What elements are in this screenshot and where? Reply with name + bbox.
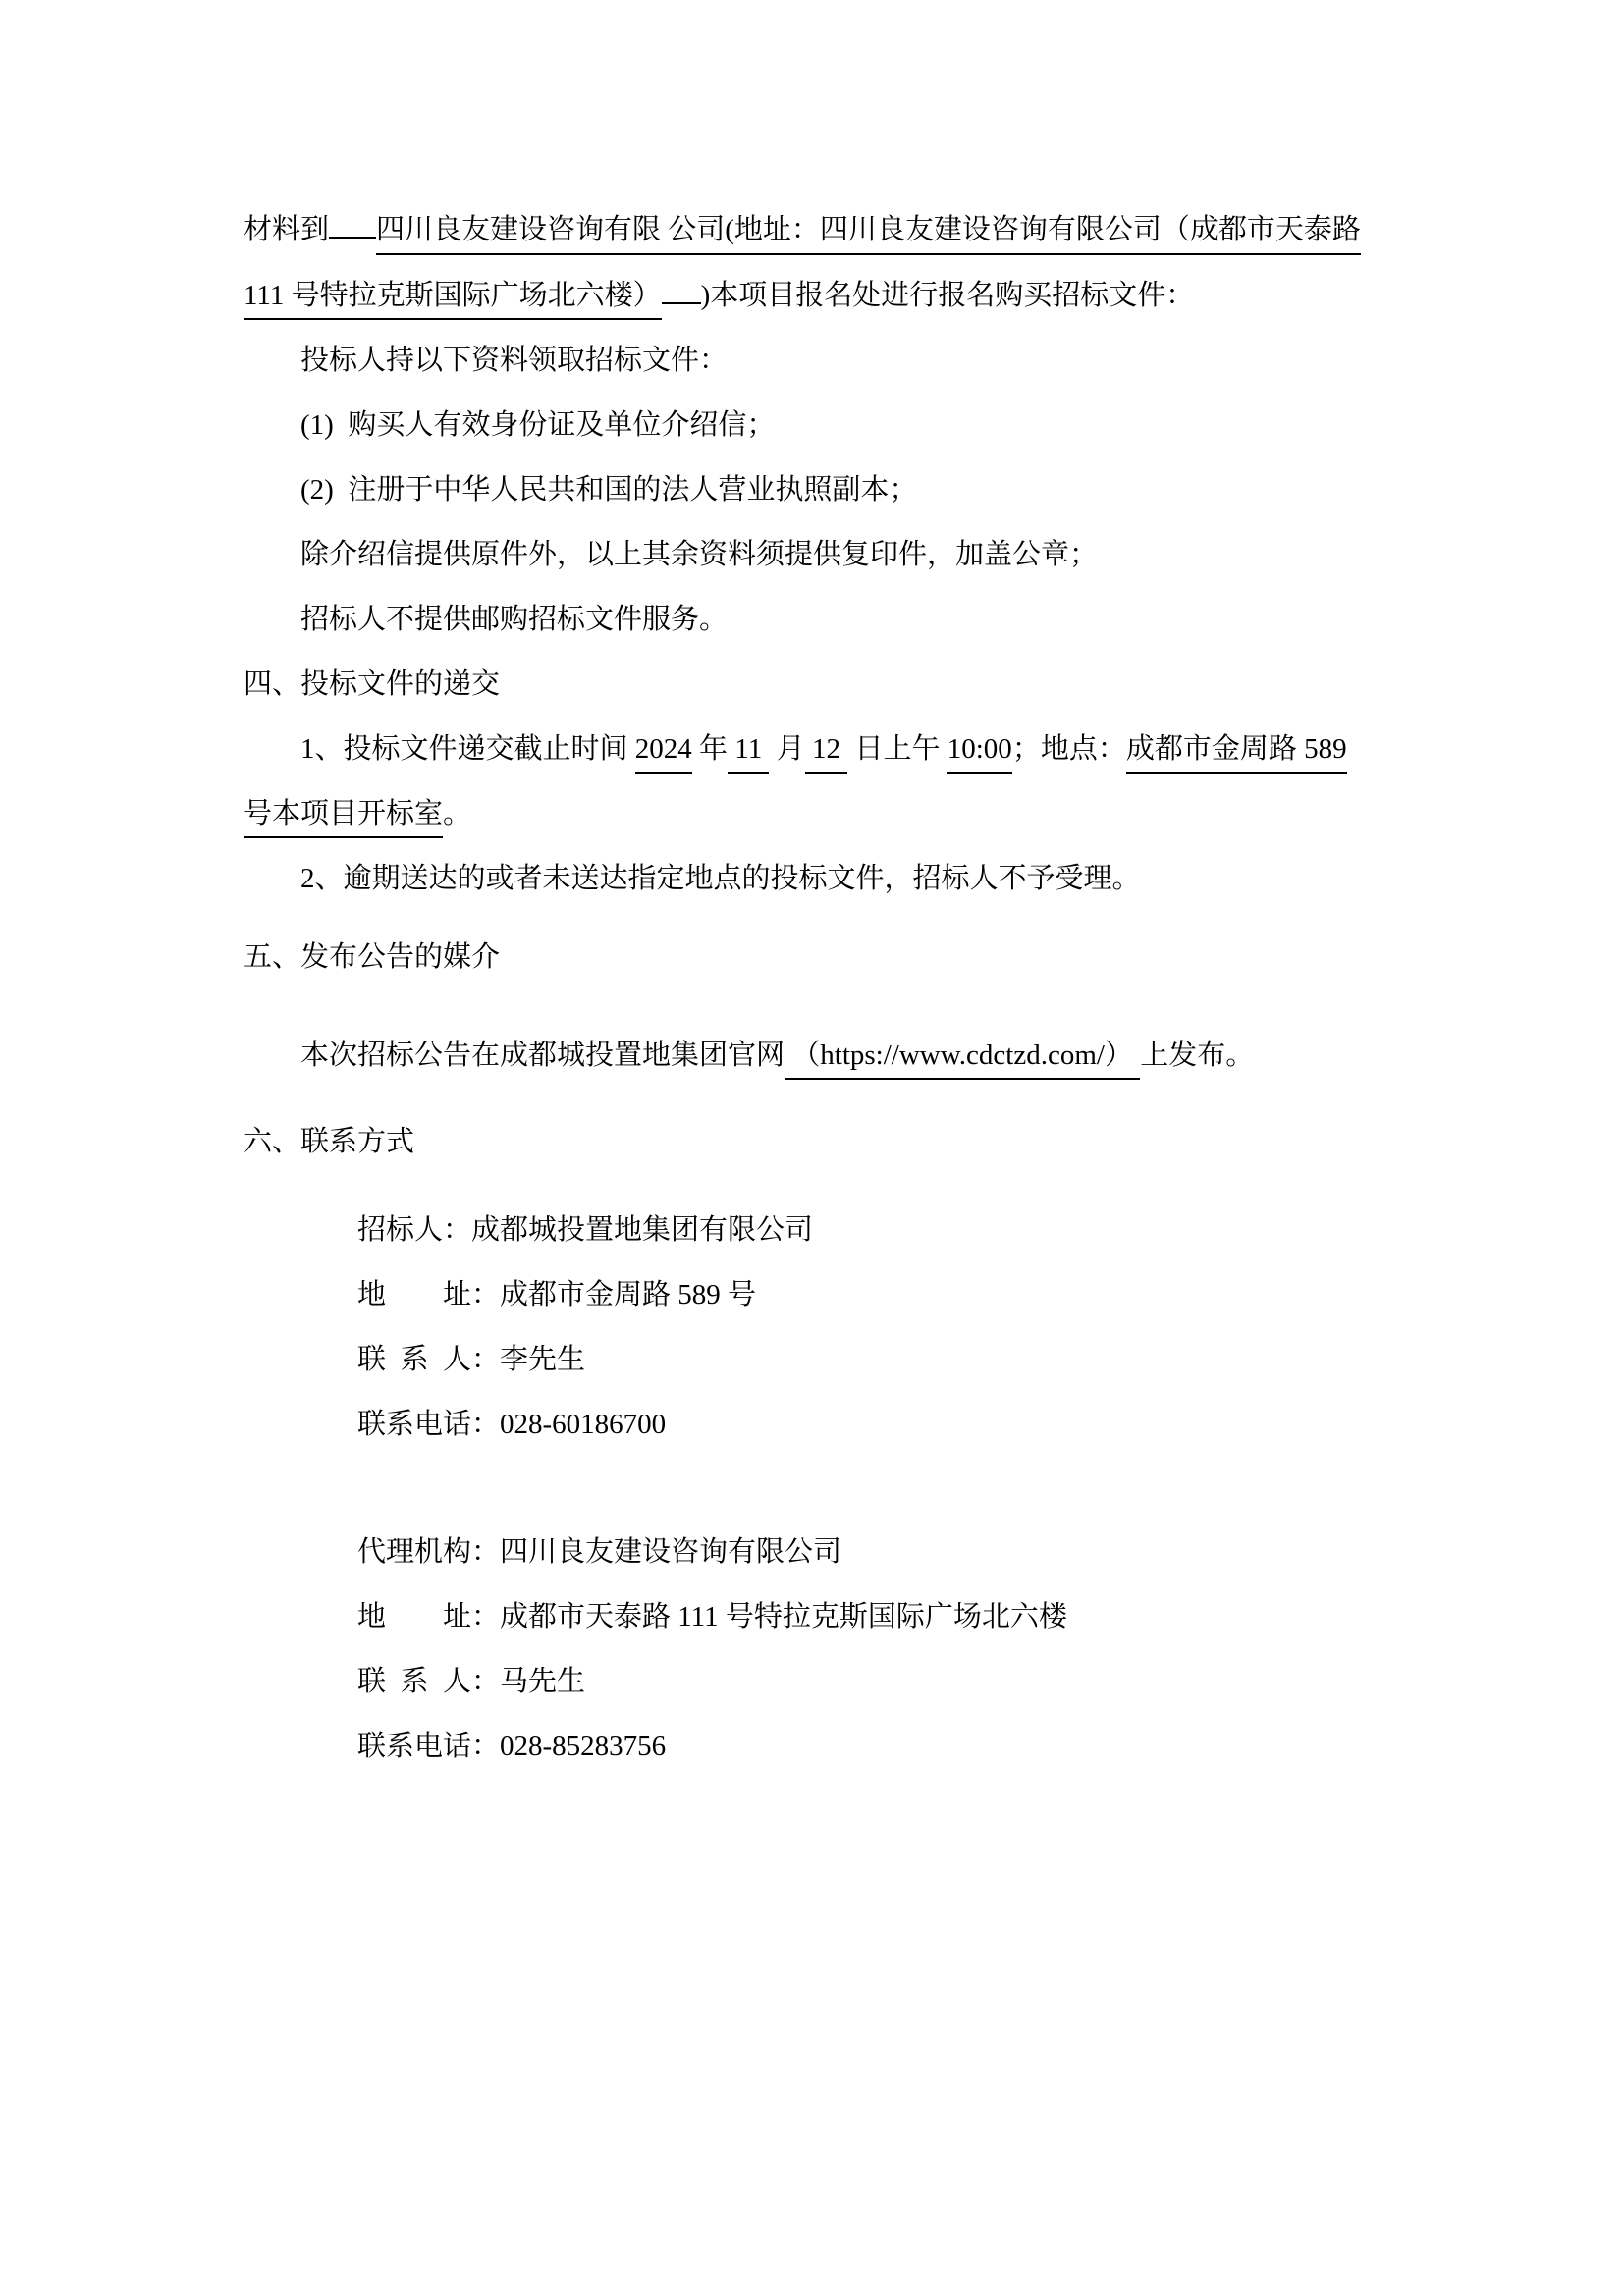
- text-run: 月: [769, 732, 805, 765]
- text-run: 招标人不提供邮购招标文件服务。: [300, 603, 729, 635]
- item-1-id-card: [244, 393, 1428, 457]
- tenderer-contact: [244, 1327, 1428, 1392]
- text-run: 联系电话：028-60186700: [357, 1408, 667, 1440]
- text-run: 代理机构：四川良友建设咨询有限公司: [357, 1535, 842, 1568]
- submission-deadline-line-2: [244, 781, 1428, 846]
- text-run: 材料到: [244, 213, 330, 245]
- text-run: 2、逾期送达的或者未送达指定地点的投标文件，招标人不予受理。: [300, 862, 1141, 894]
- tenderer-name: [244, 1198, 1428, 1262]
- text-run: 年: [691, 732, 729, 765]
- text-run: 地 址：成都市金周路 589 号: [357, 1278, 757, 1310]
- text-run: 联系电话：028-85283756: [357, 1730, 667, 1762]
- underlined-text-run: 10:00: [947, 732, 1012, 774]
- text-run: 1、投标文件递交截止时间: [300, 732, 635, 765]
- tenderer-phone: [244, 1392, 1428, 1457]
- tenderer-address: [244, 1262, 1428, 1327]
- text-run: 除介绍信提供原件外，以上其余资料须提供复印件，加盖公章；: [300, 538, 1099, 570]
- materials-to-line-2: [244, 262, 1428, 328]
- underline-blank-segment: [662, 262, 701, 304]
- note-no-mail-order: [244, 587, 1428, 652]
- heading-section-6: [244, 1109, 1428, 1174]
- underlined-text-run: 成都市金周路 589: [1126, 732, 1347, 774]
- heading-section-5: [244, 925, 1428, 989]
- materials-to-line-1: [244, 196, 1428, 262]
- heading-section-4: [244, 652, 1428, 717]
- text-run: 五、发布公告的媒介: [244, 940, 501, 973]
- text-run: 联 系 人：李先生: [357, 1343, 586, 1375]
- underlined-text-run: 2024: [635, 732, 692, 774]
- text-run: 六、联系方式: [244, 1125, 415, 1157]
- text-run: 四、投标文件的递交: [244, 667, 501, 700]
- note-copies-seal: [244, 522, 1428, 587]
- text-run: 招标人：成都城投置地集团有限公司: [357, 1213, 814, 1246]
- item-2-business-license: [244, 457, 1428, 522]
- underline-blank-segment: [329, 196, 376, 239]
- text-run: 投标人持以下资料领取招标文件：: [300, 344, 729, 376]
- underlined-text-run: 12: [805, 732, 848, 774]
- agency-address: [244, 1584, 1428, 1649]
- late-delivery-note: [244, 846, 1428, 911]
- underlined-text-run: （https://www.cdctzd.com/）: [785, 1039, 1140, 1081]
- text-run: ；地点：: [1011, 732, 1126, 765]
- agency-phone: [244, 1714, 1428, 1779]
- text-run: 日上午: [847, 732, 947, 765]
- text-run: 地 址：成都市天泰路 111 号特拉克斯国际广场北六楼: [357, 1600, 1067, 1632]
- agency-name: [244, 1520, 1428, 1584]
- announcement-media: [244, 1023, 1428, 1088]
- text-run: (2) 注册于中华人民共和国的法人营业执照副本；: [300, 473, 918, 506]
- text-run: 本次招标公告在成都城投置地集团官网: [300, 1039, 785, 1071]
- submission-deadline-line-1: [244, 717, 1428, 781]
- underlined-text-run: 号本项目开标室: [244, 797, 443, 839]
- text-run: )本项目报名处进行报名购买招标文件：: [700, 279, 1195, 311]
- text-run: (1) 购买人有效身份证及单位介绍信；: [300, 408, 776, 441]
- bidder-documents-intro: [244, 328, 1428, 393]
- underlined-text-run: 11: [728, 732, 769, 774]
- underlined-text-run: 111 号特拉克斯国际广场北六楼）: [244, 279, 662, 321]
- agency-contact: [244, 1649, 1428, 1714]
- text-run: 上发布。: [1140, 1039, 1255, 1071]
- text-run: 联 系 人：马先生: [357, 1665, 586, 1697]
- underlined-text-run: 四川良友建设咨询有限 公司(地址：四川良友建设咨询有限公司（成都市天泰路: [376, 213, 1361, 255]
- text-run: 。: [443, 797, 472, 829]
